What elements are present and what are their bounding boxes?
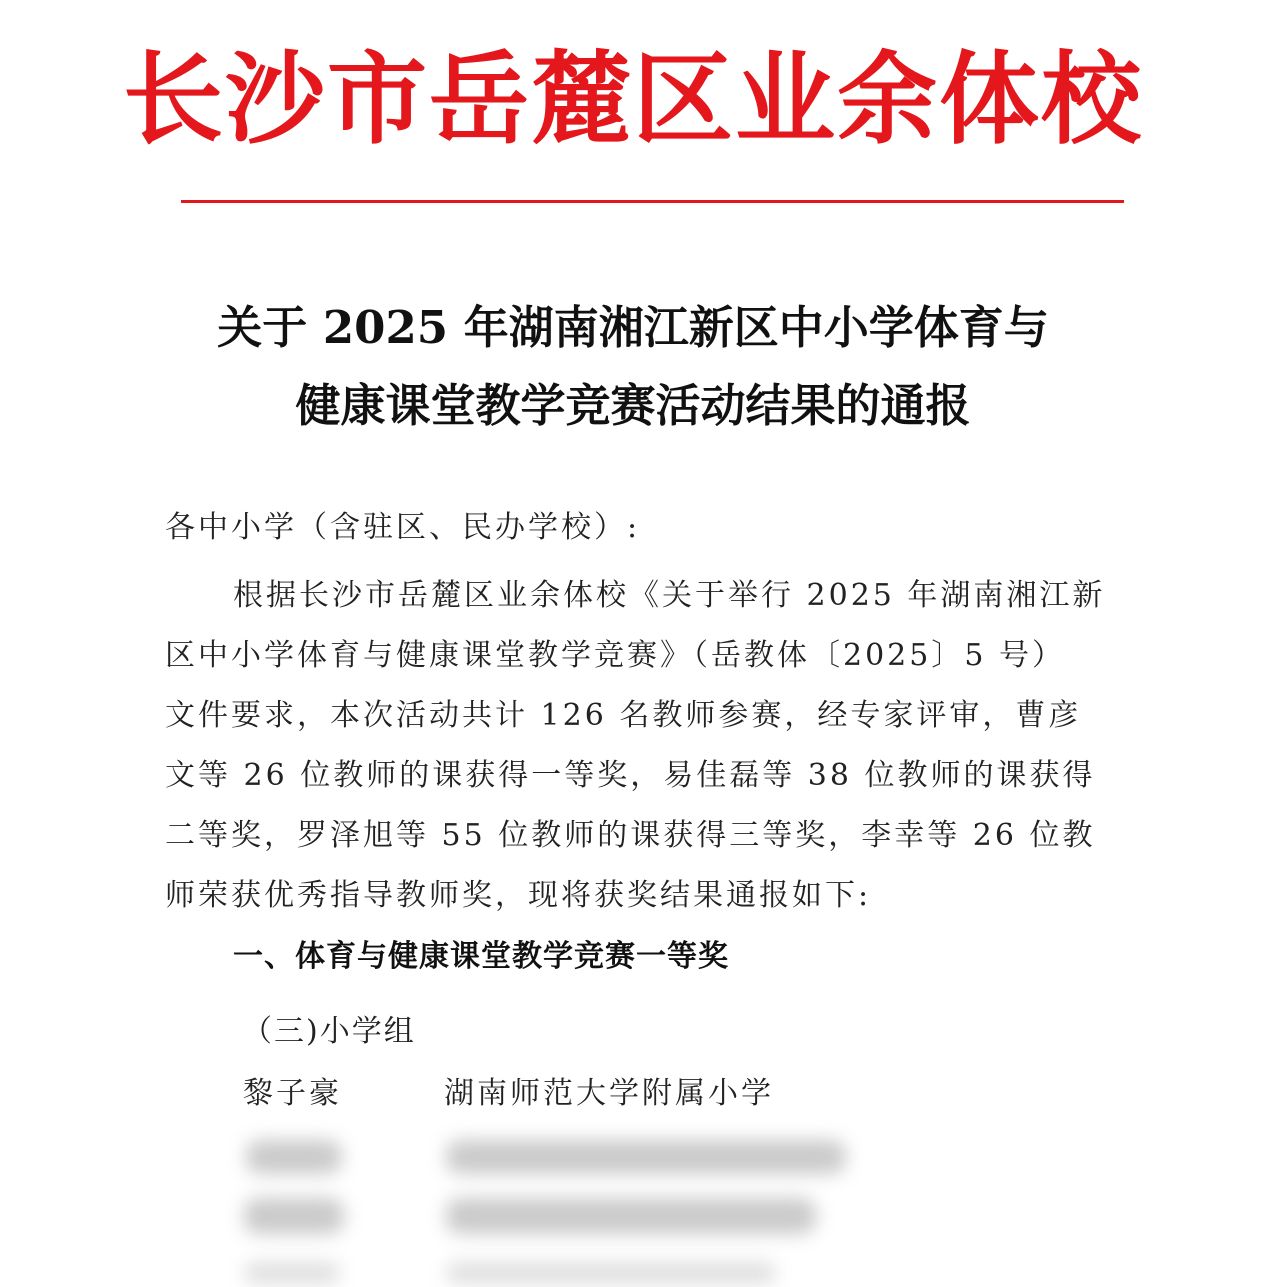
body-paragraph	[165, 566, 1125, 926]
redacted-name-blur	[244, 1262, 340, 1284]
paragraph-line: 文件要求，本次活动共计 126 名教师参赛，经专家评审，曹彦	[165, 698, 1082, 733]
redacted-school-blur	[446, 1262, 776, 1284]
paragraph-line: 区中小学体育与健康课堂教学竞赛》（岳教体〔2025〕5 号）	[165, 638, 1065, 673]
redacted-school-blur	[446, 1198, 816, 1234]
salutation: 各中小学（含驻区、民办学校）:	[165, 510, 641, 545]
group-label: （三)小学组	[242, 1014, 416, 1049]
winner-school: 湖南师范大学附属小学	[444, 1076, 774, 1111]
section-heading: 一、体育与健康课堂教学竞赛一等奖	[233, 939, 729, 974]
paragraph-line: 师荣获优秀指导教师奖，现将获奖结果通报如下:	[165, 878, 872, 913]
redacted-name-blur	[246, 1140, 342, 1174]
winner-row	[0, 1066, 1266, 1122]
redacted-name-blur	[244, 1198, 344, 1234]
redacted-school-blur	[446, 1140, 846, 1174]
winner-name: 黎子豪	[243, 1076, 342, 1111]
document-title-line-2: 健康课堂教学竞赛活动结果的通报	[295, 379, 971, 432]
paragraph-line: 二等奖，罗泽旭等 55 位教师的课获得三等奖，李幸等 26 位教	[165, 818, 1096, 853]
org-letterhead-title: 长沙市岳麓区业余体校	[123, 41, 1143, 158]
paragraph-line: 根据长沙市岳麓区业余体校《关于举行 2025 年湖南湘江新	[233, 578, 1106, 613]
document-title-line-1: 关于 2025 年湖南湘江新区中小学体育与	[217, 301, 1049, 354]
letterhead-red-rule	[181, 200, 1124, 203]
paragraph-line: 文等 26 位教师的课获得一等奖，易佳磊等 38 位教师的课获得	[165, 758, 1096, 793]
